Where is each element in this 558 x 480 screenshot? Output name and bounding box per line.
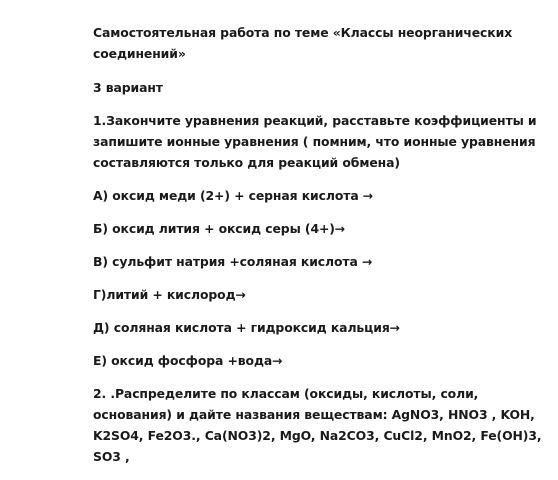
reaction-v: В) сульфит натрия +соляная кислота → <box>93 254 373 269</box>
reaction-e: Е) оксид фосфора +вода→ <box>93 353 283 368</box>
title-line-2: соединений» <box>93 46 186 61</box>
task-2-line-3: K2SO4, Fe2O3., Ca(NO3)2, MgO, Na2CO3, CuCl2, MnO2, Fe(OH)3, <box>93 428 542 443</box>
task-1-line-3: составляются только для реакций обмена) <box>93 155 400 170</box>
reaction-b: Б) оксид лития + оксид серы (4+)→ <box>93 221 346 236</box>
variant-label: 3 вариант <box>93 80 163 95</box>
task-1-line-2: запишите ионные уравнения ( помним, что ионные уравнения <box>93 134 536 149</box>
title-line-1: Самостоятельная работа по теме «Классы неорганических <box>93 25 513 40</box>
reaction-g: Г)литий + кислород→ <box>93 287 246 302</box>
task-1-line-1: 1.Закончите уравнения реакций, расставьте коэффициенты и <box>93 113 537 128</box>
task-2-line-2: основания) и дайте названия веществам: AgNO3, HNO3 , KOH, <box>93 407 535 422</box>
reaction-d: Д) соляная кислота + гидроксид кальция→ <box>93 320 400 335</box>
worksheet <box>93 22 543 467</box>
task-1 <box>93 110 543 173</box>
worksheet-title <box>93 22 543 64</box>
task-2-line-1: 2. .Распределите по классам (оксиды, кислоты, соли, <box>93 386 479 401</box>
reaction-a: А) оксид меди (2+) + серная кислота → <box>93 188 374 203</box>
task-2 <box>93 383 543 467</box>
task-2-line-4: SO3 , <box>93 449 130 464</box>
